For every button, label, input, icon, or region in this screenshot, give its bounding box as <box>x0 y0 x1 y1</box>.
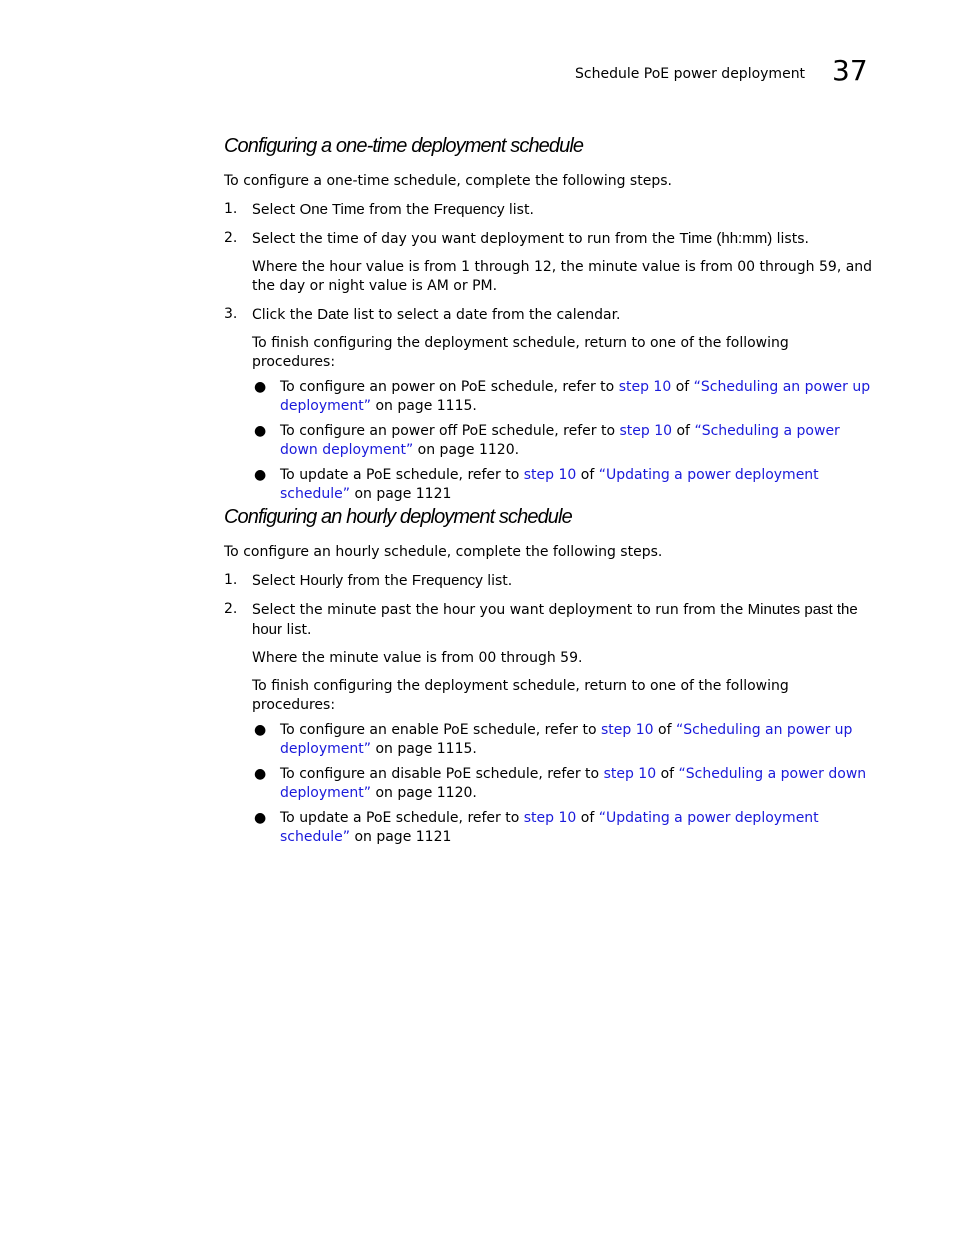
step-text: Select the time of day you want deployment to run from the <box>252 231 680 247</box>
bullet-text: To configure an power off PoE schedule, refer to <box>280 423 620 439</box>
step-list <box>224 200 874 249</box>
step-note: Where the hour value is from 1 through 12, the minute value is from 00 through 59, and the day or night value is AM or PM. <box>252 259 873 294</box>
bullet-text: To configure an disable PoE schedule, refer to <box>280 766 604 782</box>
step-text: from the <box>343 573 412 589</box>
bullet-icon: ● <box>254 467 267 483</box>
step-number: 3. <box>224 306 238 322</box>
bullet-text: on page 1120. <box>371 785 477 801</box>
list-item <box>254 765 874 803</box>
finish-note: To finish configuring the deployment schedule, return to one of the following procedures: <box>252 678 789 713</box>
step-list <box>224 305 874 325</box>
step-link[interactable]: step 10 <box>619 423 673 439</box>
ui-term: Frequency <box>411 572 483 589</box>
section-heading: Configuring a one-time deployment schedule <box>224 135 584 157</box>
bullet-text: To update a PoE schedule, refer to <box>280 810 524 826</box>
bullet-text: of <box>672 423 695 439</box>
bullet-text: of <box>653 722 676 738</box>
step-link[interactable]: step 10 <box>603 766 657 782</box>
bullet-text: To update a PoE schedule, refer to <box>280 467 524 483</box>
bullet-text: on page 1121 <box>350 486 452 502</box>
ui-term: Hourly <box>299 572 343 589</box>
list-item <box>254 721 874 759</box>
section-link[interactable]: “Scheduling a power down deployment” <box>280 766 867 801</box>
bullet-text: of <box>576 467 599 483</box>
bullet-icon: ● <box>254 766 267 782</box>
ui-term: Date <box>317 306 349 323</box>
step-text: list to select a date from the calendar. <box>348 307 621 323</box>
step-text: list. <box>482 573 513 589</box>
chapter-number: 37 <box>832 54 868 87</box>
step-number: 1. <box>224 572 238 588</box>
step-link[interactable]: step 10 <box>523 467 577 483</box>
step-text: list. <box>282 622 312 638</box>
bullet-icon: ● <box>254 722 267 738</box>
section-link[interactable]: “Updating a power deployment schedule” <box>280 467 819 502</box>
bullet-text: of <box>576 810 599 826</box>
bullet-icon: ● <box>254 810 267 826</box>
section-link[interactable]: “Scheduling an power up deployment” <box>280 379 871 414</box>
bullet-text: on page 1121 <box>350 829 452 845</box>
step-text: lists. <box>772 231 809 247</box>
bullet-text: on page 1115. <box>371 398 477 414</box>
section-link[interactable]: “Scheduling an power up deployment” <box>280 722 853 757</box>
ui-term: Time (hh:mm) <box>679 230 773 247</box>
section-link[interactable]: “Scheduling a power down deployment” <box>280 423 840 458</box>
ui-term: Minutes past the hour <box>252 601 858 638</box>
bullet-text: To configure an enable PoE schedule, refer to <box>280 722 601 738</box>
step-number: 2. <box>224 230 238 246</box>
bullet-icon: ● <box>254 379 267 395</box>
ui-term: One Time <box>299 201 365 218</box>
section-heading: Configuring an hourly deployment schedule <box>224 506 572 528</box>
step-item <box>224 305 874 325</box>
step-item <box>224 600 874 640</box>
procedure-list <box>224 378 874 504</box>
step-text: Select the minute past the hour you want deployment to run from the <box>252 602 748 618</box>
step-number: 2. <box>224 601 238 617</box>
step-link[interactable]: step 10 <box>618 379 672 395</box>
step-text: list. <box>504 202 534 218</box>
section-intro: To configure an hourly schedule, complete the following steps. <box>224 544 663 560</box>
bullet-text: of <box>656 766 679 782</box>
step-text: Click the <box>252 307 318 323</box>
bullet-text: on page 1120. <box>413 442 520 458</box>
list-item <box>254 422 874 460</box>
step-text: Select <box>252 202 300 218</box>
step-text: Select <box>252 573 300 589</box>
step-item <box>224 200 874 220</box>
section-link[interactable]: “Updating a power deployment schedule” <box>280 810 819 845</box>
step-link[interactable]: step 10 <box>523 810 577 826</box>
step-number: 1. <box>224 201 238 217</box>
step-item <box>224 571 874 591</box>
list-item <box>254 809 874 847</box>
list-item <box>254 378 874 416</box>
step-item <box>224 229 874 249</box>
section-one-time <box>224 134 874 504</box>
step-list <box>224 571 874 640</box>
finish-note: To finish configuring the deployment schedule, return to one of the following procedures: <box>252 335 789 370</box>
bullet-text: of <box>671 379 694 395</box>
bullet-icon: ● <box>254 423 267 439</box>
step-text: from the <box>364 202 434 218</box>
section-hourly <box>224 505 874 847</box>
step-link[interactable]: step 10 <box>600 722 654 738</box>
procedure-list <box>224 721 874 847</box>
ui-term: Frequency <box>433 201 505 218</box>
bullet-text: To configure an power on PoE schedule, refer to <box>280 379 619 395</box>
bullet-text: on page 1115. <box>371 741 477 757</box>
list-item <box>254 466 874 504</box>
running-header-title: Schedule PoE power deployment <box>575 66 806 82</box>
step-note: Where the minute value is from 00 through 59. <box>252 650 583 666</box>
section-intro: To configure a one-time schedule, complete the following steps. <box>224 173 672 189</box>
